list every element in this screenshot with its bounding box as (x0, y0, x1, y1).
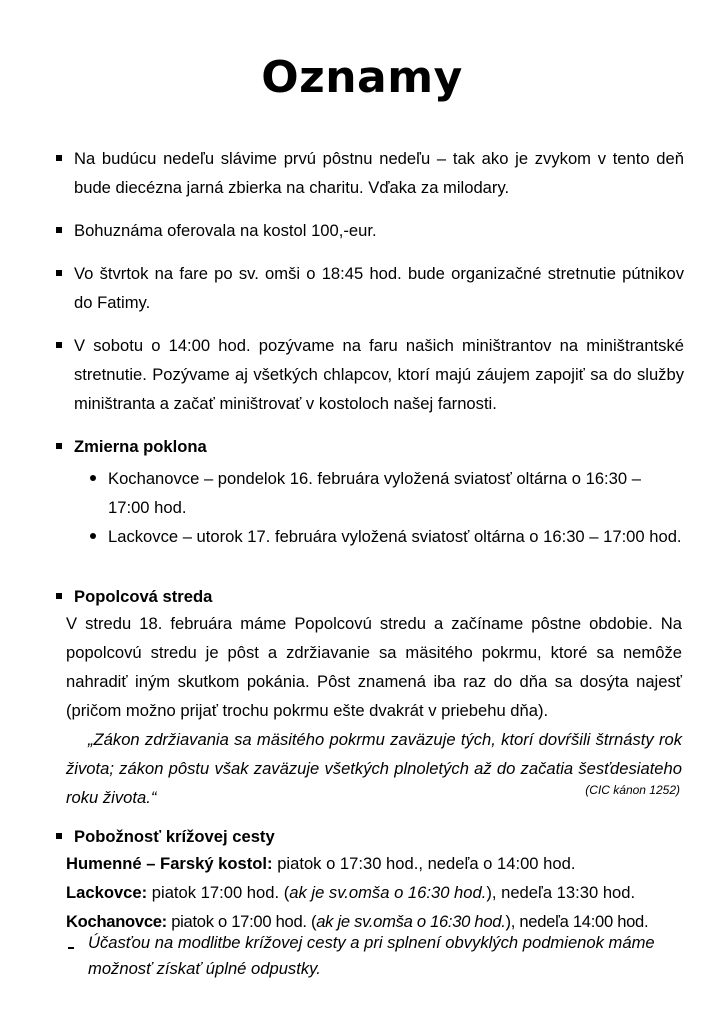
stations-times-end: ), nedeľa 13:30 hod. (486, 883, 636, 902)
bullet-square-icon (56, 227, 62, 233)
bullet-square-icon (56, 155, 62, 161)
stations-times-end: ), nedeľa 14:00 hod. (505, 912, 649, 931)
stations-row (66, 878, 682, 907)
adoration-item: Lackovce – utorok 17. februára vyložená sviatosť oltárna o 16:30 – 17:00 hod. (108, 527, 682, 546)
stations-row (66, 849, 682, 878)
stations-place: Kochanovce: (66, 912, 167, 931)
bullet-square-icon (56, 342, 62, 348)
stations-times: piatok 17:00 hod. ( (147, 883, 290, 902)
bullet-dot-icon (90, 533, 96, 539)
bullet-square-icon (56, 443, 62, 449)
announcement-item: Na budúcu nedeľu slávime prvú pôstnu nedeľu – tak ako je zvykom v tento deň bude diecézna jarná zbierka na charitu. Vďaka za milodary. (74, 149, 684, 197)
canon-law-quote: „Zákon zdržiavania sa mäsitého pokrmu zaväzuje tých, ktorí dovŕšili štrnásty rok života; zákon pôstu však zaväzuje všetkých plnoletých až do začatia šesťdesiateho roku života.“ (66, 730, 682, 807)
bullet-dot-icon (90, 475, 96, 481)
section-heading-adoration: Zmierna poklona (74, 437, 207, 456)
announcement-item: V sobotu o 14:00 hod. pozývame na faru našich miništrantov na miništrantské stretnutie. Pozývame aj všetkých chlapcov, ktorí majú záujem zapojiť sa do služby miništranta a začať miništrovať v kostoloch našej farnosti. (74, 336, 684, 413)
adoration-item: Kochanovce – pondelok 16. februára vyložená sviatosť oltárna o 16:30 – 17:00 hod. (108, 469, 641, 517)
stations-note: ak je sv.omša o 16:30 hod. (316, 912, 506, 931)
stations-place: Lackovce: (66, 883, 148, 902)
stations-place: Humenné – Farský kostol: (66, 854, 273, 873)
canon-citation: (CIC kánon 1252) (585, 783, 680, 797)
page-title: Oznamy (261, 52, 463, 103)
ash-wednesday-text: V stredu 18. februára máme Popolcovú stredu a začíname pôstne obdobie. Na popolcovú stredu je pôst a zdržiavanie sa mäsitého pokrmu, ktoré sa nemôže nahradiť iným skutkom pokánia. Pôst znamená iba raz do dňa sa dosýta najesť (pričom možno prijať trochu pokrmu ešte dvakrát v priebehu dňa). (66, 614, 682, 720)
stations-times: piatok o 17:30 hod., nedeľa o 14:00 hod. (272, 854, 576, 873)
bullet-square-icon (56, 270, 62, 276)
announcement-item: Vo štvrtok na fare po sv. omši o 18:45 hod. bude organizačné stretnutie pútnikov do Fatimy. (74, 264, 684, 312)
bullet-square-icon (56, 833, 62, 839)
bullet-dash-icon (68, 947, 74, 949)
stations-note: ak je sv.omša o 16:30 hod. (289, 883, 487, 902)
section-heading-ash-wednesday: Popolcová streda (74, 587, 213, 606)
bullet-square-icon (56, 593, 62, 599)
section-heading-stations: Pobožnosť krížovej cesty (74, 827, 275, 846)
stations-times: piatok o 17:00 hod. ( (166, 912, 317, 931)
indulgence-note: Účasťou na modlitbe krížovej cesty a pri splnení obvyklých podmienok máme možnosť získať úplné odpustky. (88, 933, 655, 978)
announcement-item: Bohuznáma oferovala na kostol 100,-eur. (74, 221, 377, 240)
